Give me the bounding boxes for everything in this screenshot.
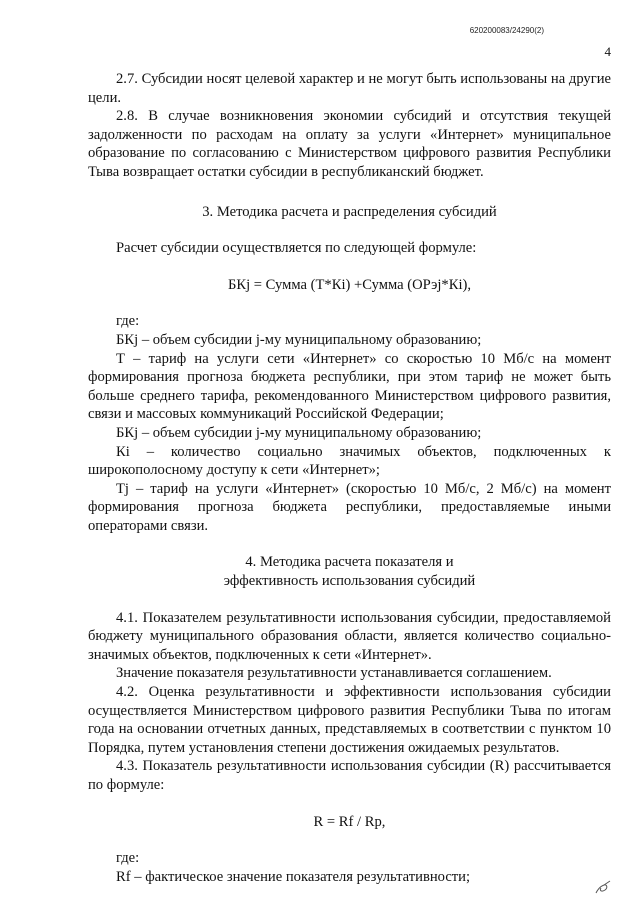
definition-ki: Кi – количество социально значимых объектов, подключенных к широкополосному доступу к сети «Интернет»; xyxy=(88,443,611,479)
document-body xyxy=(88,70,611,886)
section-3-heading: 3. Методика расчета и распределения субсидий xyxy=(202,203,497,220)
section-4-heading-line2: эффективность использования субсидий xyxy=(223,573,476,590)
handwritten-mark-icon xyxy=(592,877,614,897)
formula-result: R = Rf / Rp, xyxy=(313,813,386,830)
where-label: где: xyxy=(116,313,140,330)
paragraph-indicator-value: Значение показателя результативности устанавливается соглашением. xyxy=(116,665,552,682)
paragraph-4-2: 4.2. Оценка результативности и эффективности использования субсидии осуществляется Министерством цифрового развития Республики Тыва по итогам года на основании отчетных данных, представляемых в соответствии с пунктом 10 Порядка, путем установления степени достижения ожидаемых результатов. xyxy=(88,684,611,756)
document-number: 620200083/24290(2) xyxy=(469,26,544,35)
definition-rf: Rf – фактическое значение показателя результативности; xyxy=(116,868,471,885)
definition-tj: Тj – тариф на услуги «Интернет» (скоростью 10 Мб/с, 2 Мб/с) на момент формирования прогноза бюджета республики, предоставляемые иными операторами связи. xyxy=(88,480,611,534)
section-4-heading-line1: 4. Методика расчета показателя и xyxy=(245,554,454,571)
definition-bkj-repeat: БКj – объем субсидии j-му муниципальному образованию; xyxy=(116,424,482,441)
paragraph-4-3: 4.3. Показатель результативности использования субсидии (R) рассчитывается по формуле: xyxy=(88,758,611,793)
calculation-intro: Расчет субсидии осуществляется по следующей формуле: xyxy=(116,240,477,257)
formula-subsidy: БКj = Сумма (Т*Кi) +Сумма (ОРэj*Кi), xyxy=(227,276,472,293)
definition-t: Т – тариф на услуги сети «Интернет» со скоростью 10 Мб/с на момент формирования прогноза бюджета республики, при этом тариф не может быть больше среднего тарифа, рекомендованного Министерством цифрового развития, связи и массовых коммуникаций Российской Федерации; xyxy=(88,350,611,423)
paragraph-2-7: 2.7. Субсидии носят целевой характер и не могут быть использованы на другие цели. xyxy=(88,71,611,106)
definition-bkj: БКj – объем субсидии j-му муниципальному образованию; xyxy=(116,331,482,348)
where-label-2: где: xyxy=(116,850,140,867)
page-number: 4 xyxy=(604,44,611,59)
paragraph-2-8: 2.8. В случае возникновения экономии субсидий и отсутствия текущей задолженности по расходам на оплату за услуги «Интернет» муниципальное образование по согласованию с Министерством цифрового развития Республики Тыва возвращает остатки субсидии в республиканский бюджет. xyxy=(88,108,611,180)
paragraph-4-1: 4.1. Показателем результативности использования субсидии, предоставляемой бюджету муниципального образования области, является количество социально-значимых объектов, подключенных к сети «Интернет». xyxy=(88,609,611,663)
